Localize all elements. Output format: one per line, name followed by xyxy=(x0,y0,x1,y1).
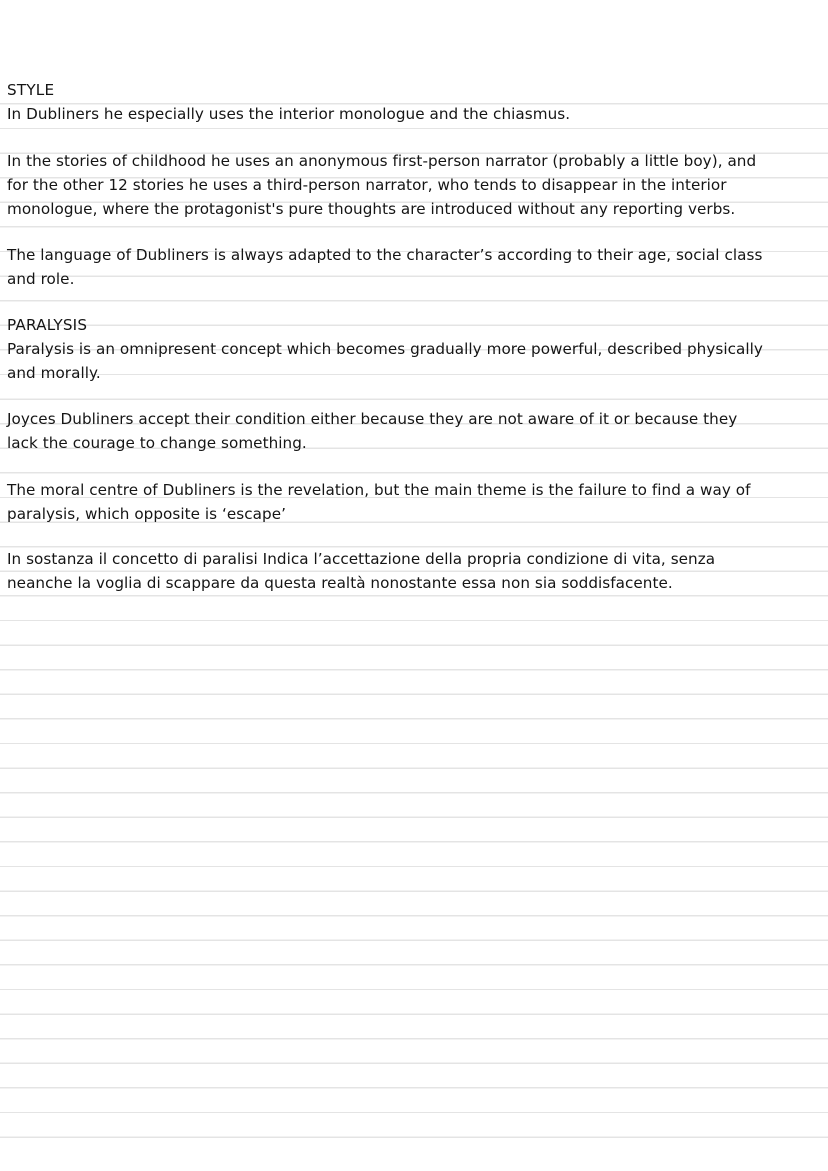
summary-line-2: neanche la voglia di scappare da questa realtà nonostante essa non sia soddisfacente. xyxy=(7,574,673,592)
paralysis-heading: PARALYSIS xyxy=(7,316,88,334)
paralysis-line-1: Paralysis is an omnipresent concept which becomes gradually more powerful, described physically xyxy=(7,340,763,358)
language-line-1: The language of Dubliners is always adapted to the character’s according to their age, social class xyxy=(7,246,763,264)
style-heading: STYLE xyxy=(7,81,55,99)
narrator-line-1: In the stories of childhood he uses an anonymous first-person narrator (probably a little boy), and xyxy=(7,152,757,170)
narrator-line-2: for the other 12 stories he uses a third-person narrator, who tends to disappear in the interior xyxy=(7,176,727,194)
condition-line-2: lack the courage to change something. xyxy=(7,434,307,452)
language-line-2: and role. xyxy=(7,270,75,288)
moral-centre-line-1: The moral centre of Dubliners is the revelation, but the main theme is the failure to find a way of xyxy=(7,481,751,499)
paralysis-line-2: and morally. xyxy=(7,364,101,382)
summary-line-1: In sostanza il concetto di paralisi Indica l’accettazione della propria condizione di vita, senza xyxy=(7,550,716,568)
narrator-line-3: monologue, where the protagonist's pure thoughts are introduced without any reporting verbs. xyxy=(7,200,736,218)
condition-line-1: Joyces Dubliners accept their condition either because they are not aware of it or because they xyxy=(7,410,738,428)
moral-centre-line-2: paralysis, which opposite is ‘escape’ xyxy=(7,505,286,523)
style-intro-line: In Dubliners he especially uses the interior monologue and the chiasmus. xyxy=(7,105,571,123)
